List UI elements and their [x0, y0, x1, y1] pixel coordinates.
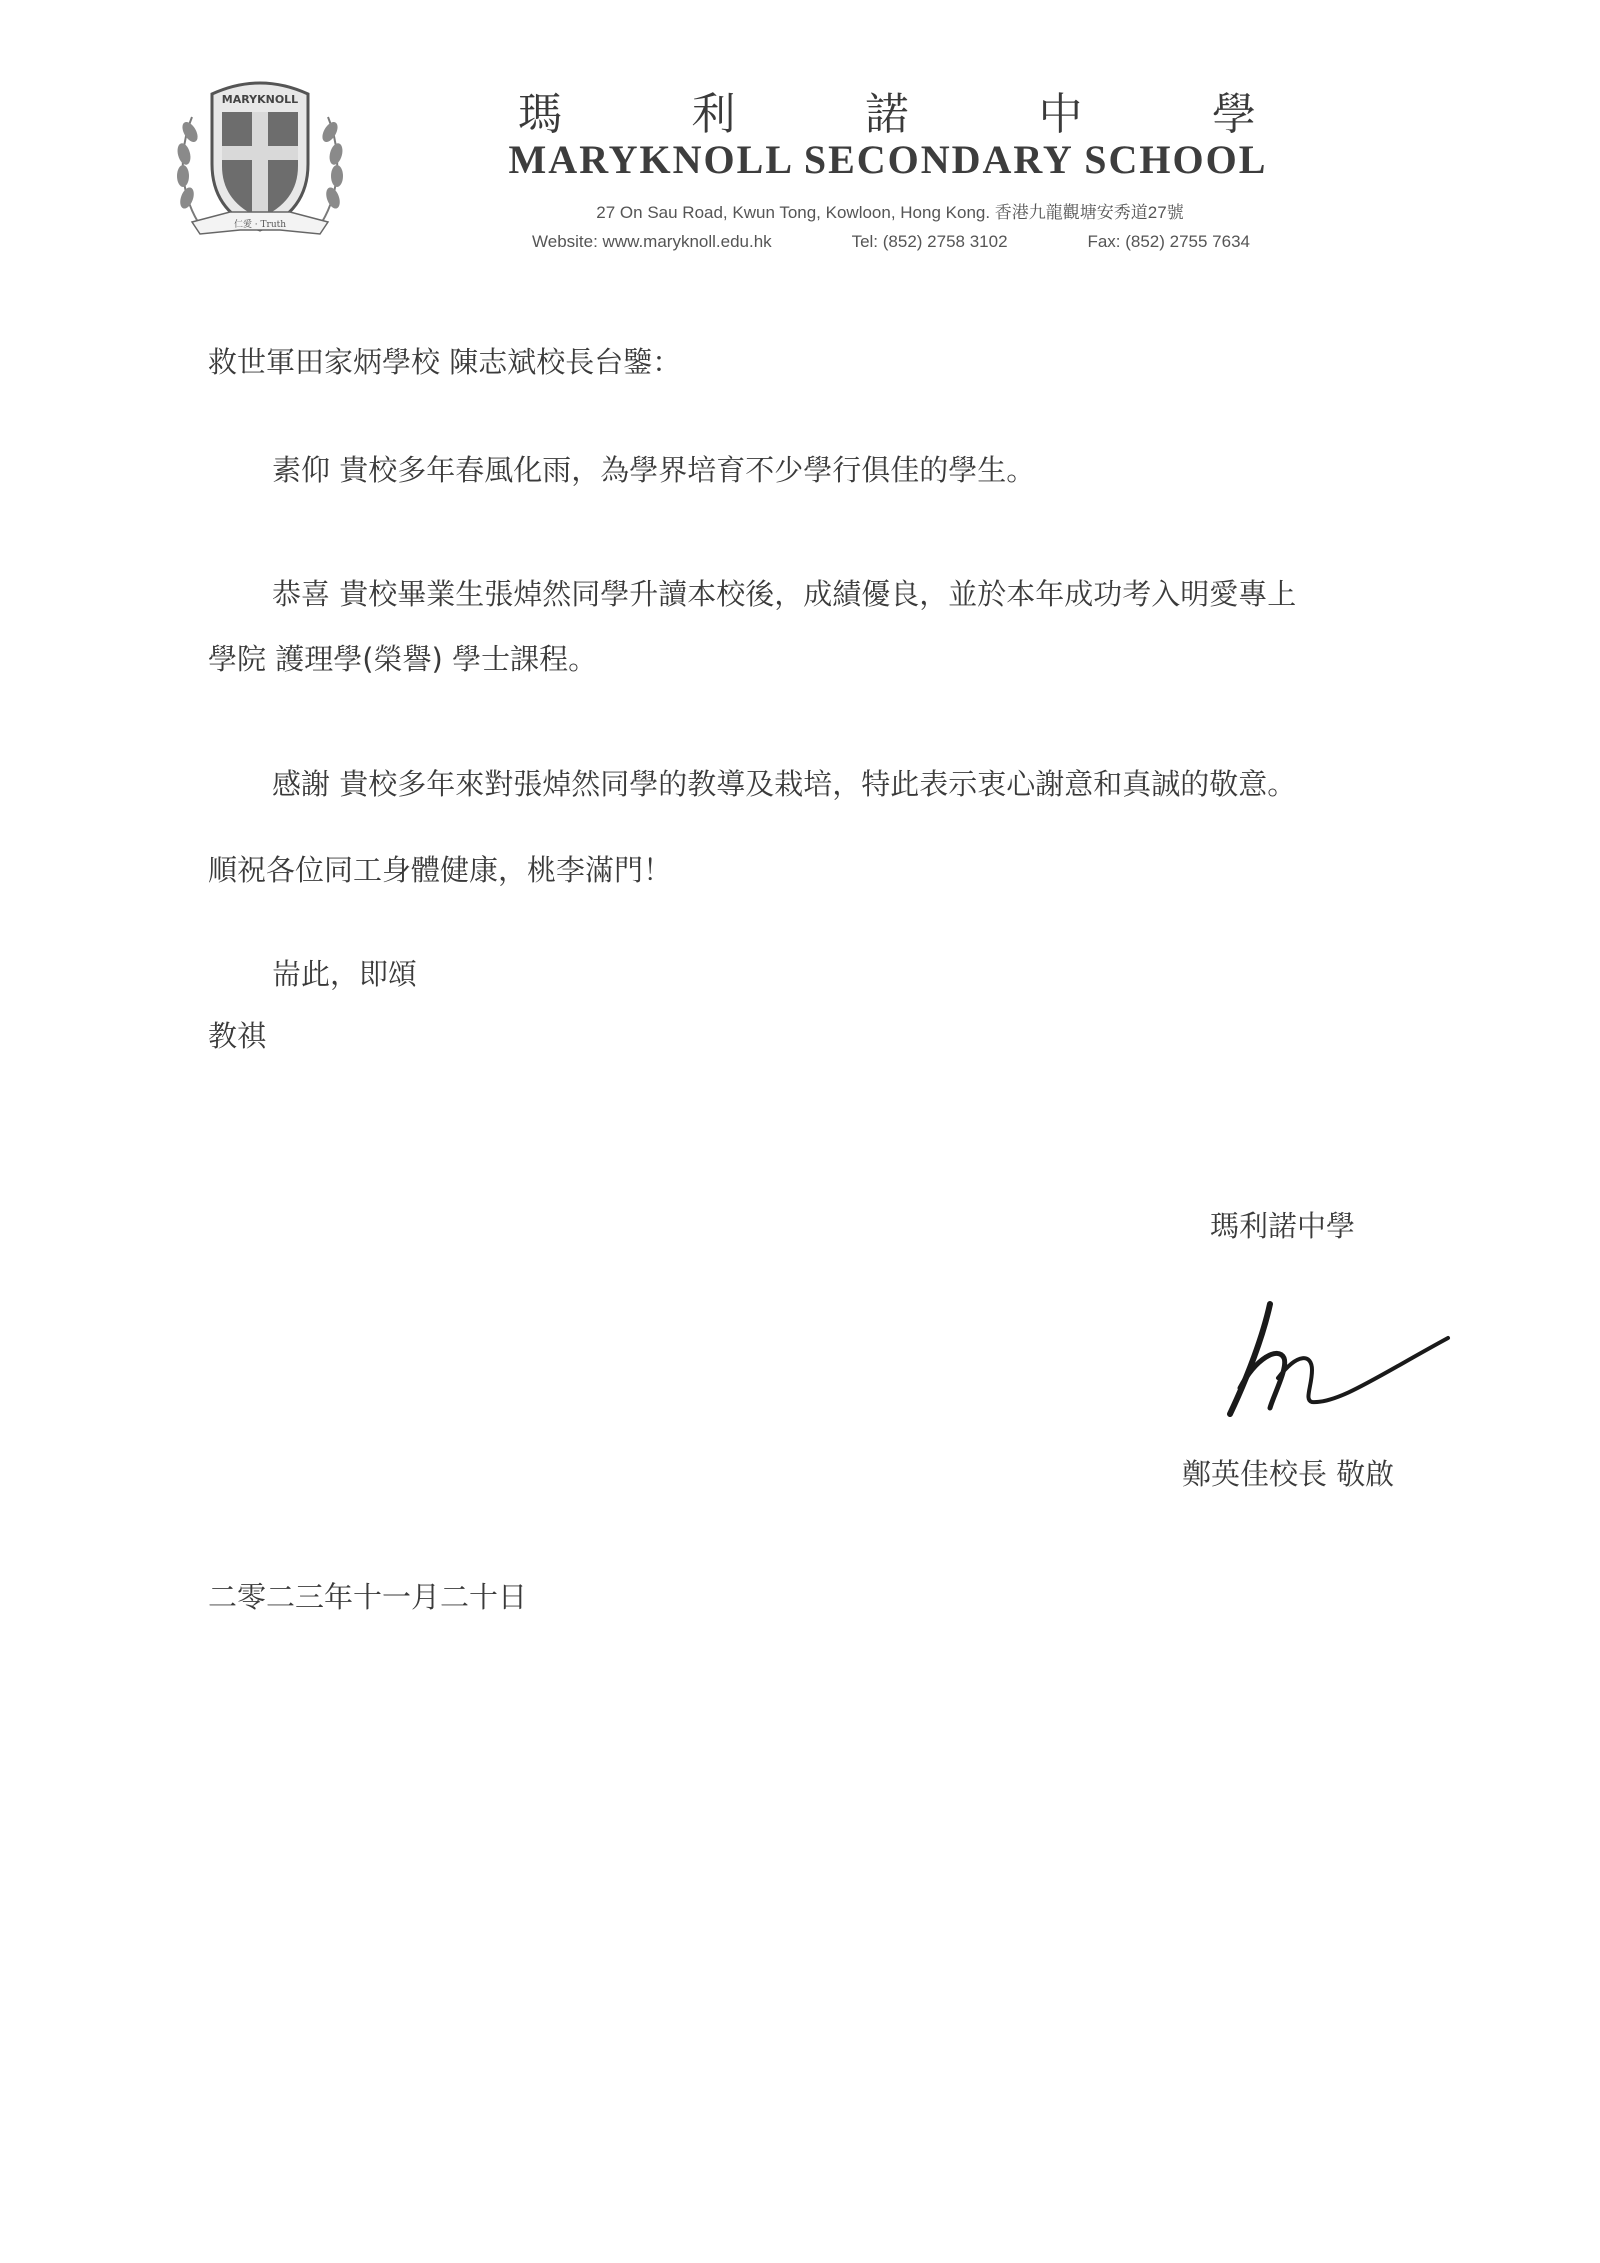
school-name-zh-char: 瑪 [518, 89, 562, 140]
school-address: 27 On Sau Road, Kwun Tong, Kowloon, Hong Kong. 香港九龍觀塘安秀道27號 [596, 203, 1184, 222]
paragraph-3-line-1: 感謝 貴校多年來對張焯然同學的教導及栽培，特此表示衷心謝意和真誠的敬意。 [272, 767, 1297, 801]
crest-motto: 仁愛 · Truth [233, 220, 287, 230]
closing-line-1: 耑此，即頌 [272, 957, 418, 991]
paragraph-1: 素仰 貴校多年春風化雨，為學界培育不少學行俱佳的學生。 [272, 453, 1036, 487]
paragraph-2-line-2: 學院 護理學(榮譽) 學士課程。 [208, 642, 598, 676]
school-name-zh [518, 78, 1256, 142]
school-name-en: MARYKNOLL SECONDARY SCHOOL [508, 137, 1268, 182]
school-crest-logo [170, 72, 350, 244]
sender-school: 瑪利諾中學 [1210, 1209, 1356, 1243]
salutation: 救世軍田家炳學校 陳志斌校長台鑒： [208, 345, 682, 379]
school-website: Website: www.maryknoll.edu.hk [532, 232, 772, 251]
paragraph-2-line-1: 恭喜 貴校畢業生張焯然同學升讀本校後，成績優良，並於本年成功考入明愛專上 [272, 577, 1297, 611]
school-name-zh-char: 學 [1212, 89, 1256, 140]
paragraph-3-line-2: 順祝各位同工身體健康，桃李滿門！ [208, 853, 673, 887]
handwritten-signature [1208, 1296, 1458, 1426]
school-name-zh-char: 諾 [865, 89, 909, 140]
sender-principal: 鄭英佳校長 敬啟 [1182, 1457, 1395, 1491]
letter-date: 二零二三年十一月二十日 [208, 1580, 528, 1614]
school-tel: Tel: (852) 2758 3102 [851, 232, 1008, 251]
school-name-zh-char: 中 [1038, 89, 1083, 140]
school-name-zh-char: 利 [691, 89, 736, 140]
school-fax: Fax: (852) 2755 7634 [1087, 232, 1250, 251]
contact-line [530, 232, 1250, 252]
crest-label: MARYKNOLL [221, 93, 299, 106]
closing-line-2: 教祺 [208, 1019, 267, 1053]
